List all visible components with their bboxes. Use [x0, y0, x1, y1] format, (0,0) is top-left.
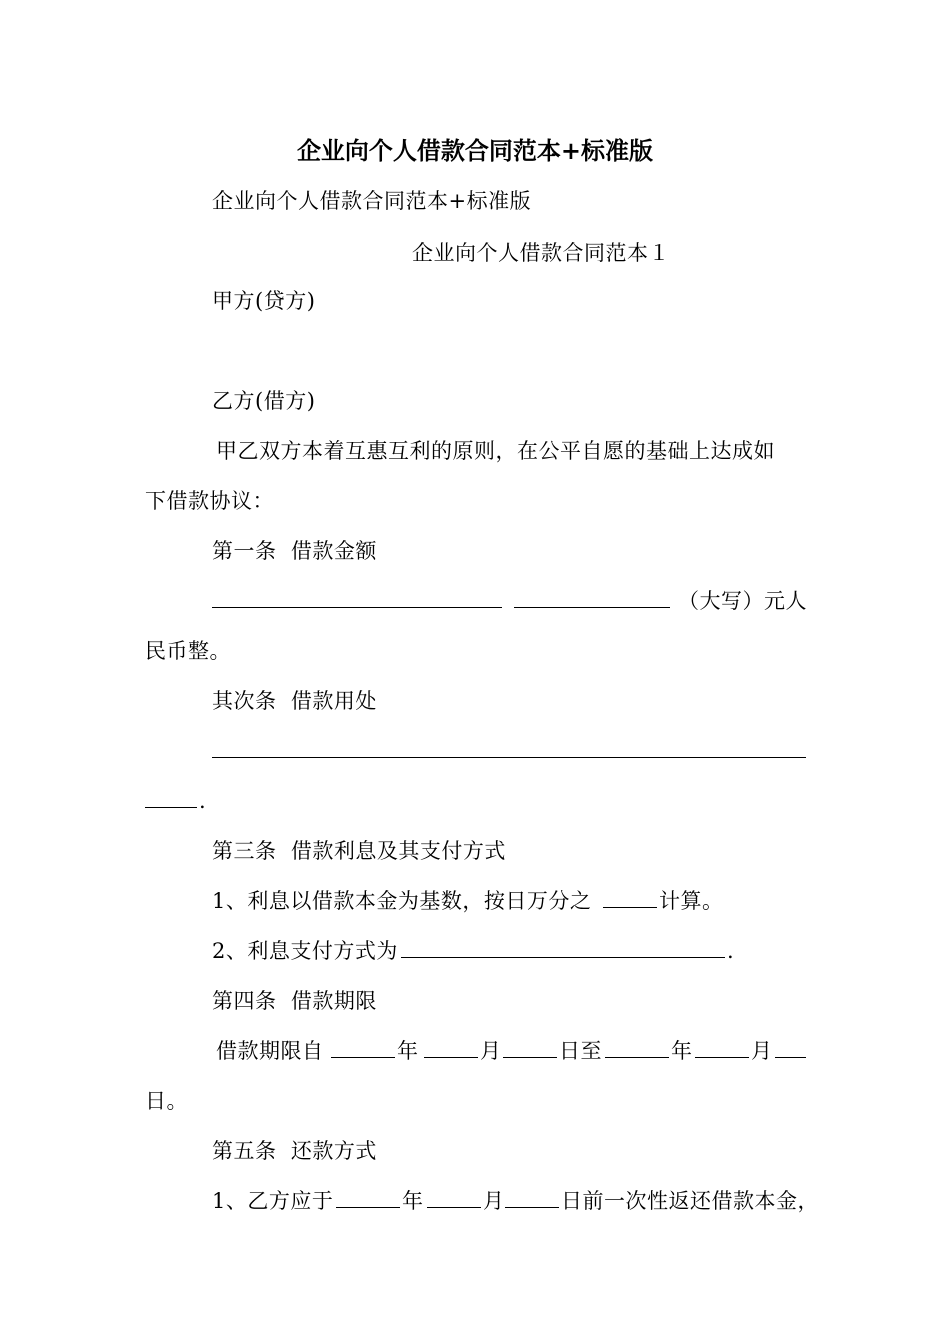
amount-words-blank — [514, 607, 670, 608]
repay-day-blank — [505, 1207, 559, 1208]
intro-line-1: 甲乙双方本着互惠互利的原则，在公平自愿的基础上达成如 — [216, 439, 775, 463]
article-1-heading: 第一条 借款金额 — [212, 539, 377, 563]
start-year-blank — [331, 1057, 395, 1058]
interest-payment-text: 2、利息支付方式为 — [212, 939, 398, 963]
article-3-heading: 第三条 借款利息及其支付方式 — [212, 839, 506, 863]
start-year-label: 年 — [397, 1039, 419, 1063]
amount-figure-blank — [212, 607, 502, 608]
purpose-blank-continuation — [145, 807, 197, 808]
section-heading: 企业向个人借款合同范本１ — [412, 241, 670, 265]
start-day-blank — [503, 1057, 557, 1058]
repay-month-blank — [427, 1207, 481, 1208]
article-2-heading: 其次条 借款用处 — [212, 689, 377, 713]
interest-rate-text: 1、利息以借款本金为基数，按日万分之 — [212, 889, 592, 913]
purpose-blank-line — [212, 757, 806, 758]
article-5-heading: 第五条 还款方式 — [212, 1139, 377, 1163]
repay-year-label: 年 — [402, 1189, 424, 1213]
end-year-label: 年 — [671, 1039, 693, 1063]
document-subtitle: 企业向个人借款合同范本+标准版 — [212, 189, 532, 213]
repay-year-blank — [336, 1207, 400, 1208]
end-month-label: 月 — [751, 1039, 773, 1063]
interest-rate-blank — [603, 907, 657, 908]
term-text: 借款期限自 — [216, 1039, 324, 1063]
start-month-blank — [424, 1057, 478, 1058]
intro-line-2: 下借款协议： — [145, 489, 274, 513]
repay-month-label: 月 — [483, 1189, 505, 1213]
party-b-label: 乙方(借方) — [212, 389, 316, 413]
repayment-text: 1、乙方应于 — [212, 1189, 334, 1213]
amount-unit-continuation: 民币整。 — [145, 639, 231, 663]
party-a-label: 甲方(贷方) — [212, 289, 316, 313]
interest-payment-end: . — [727, 939, 735, 963]
start-day-label: 日至 — [559, 1039, 602, 1063]
purpose-end-mark: . — [199, 789, 207, 813]
end-day-blank — [775, 1057, 806, 1058]
end-year-blank — [605, 1057, 669, 1058]
end-month-blank — [695, 1057, 749, 1058]
repayment-suffix: 日前一次性返还借款本金， — [561, 1189, 819, 1213]
start-month-label: 月 — [480, 1039, 502, 1063]
amount-unit-label: （大写）元人 — [678, 589, 807, 613]
article-4-heading: 第四条 借款期限 — [212, 989, 377, 1013]
interest-rate-suffix: 计算。 — [659, 889, 724, 913]
end-day-label: 日。 — [145, 1089, 188, 1113]
interest-payment-blank — [401, 957, 725, 958]
document-title: 企业向个人借款合同范本+标准版 — [296, 136, 654, 165]
